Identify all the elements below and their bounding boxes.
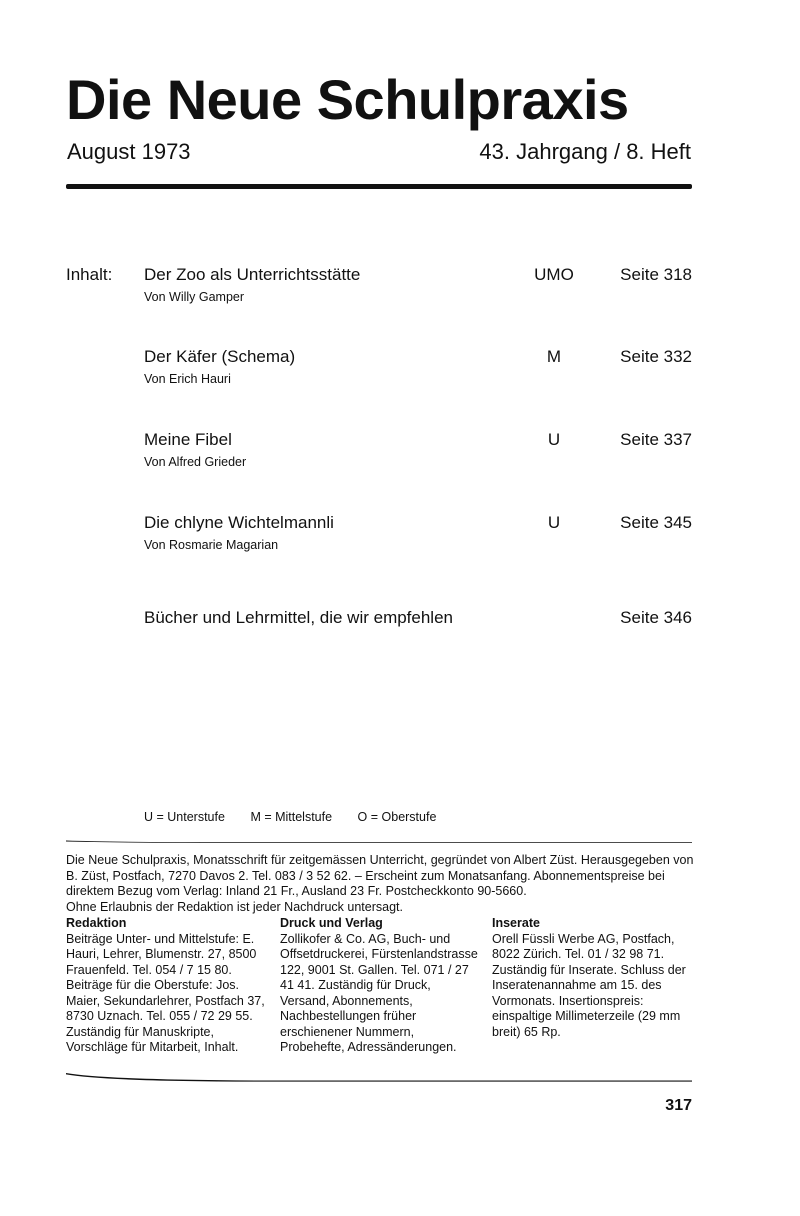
toc-level: U — [547, 430, 561, 449]
contents-label: Inhalt: — [66, 265, 113, 284]
toc-page: Seite 332 — [620, 347, 692, 366]
toc-entry[interactable] — [144, 346, 692, 388]
level-legend — [144, 808, 458, 826]
imprint — [66, 853, 696, 915]
page-number: 317 — [665, 1097, 692, 1114]
toc-page: Seite 346 — [620, 608, 692, 627]
toc-author: Von Willy Gamper — [144, 290, 245, 304]
issue-date: August 1973 — [67, 139, 191, 164]
column-heading: Druck und Verlag — [280, 916, 383, 930]
toc-entry[interactable] — [144, 429, 692, 471]
toc-page: Seite 345 — [620, 513, 692, 532]
issue-number: 43. Jahrgang / 8. Heft — [479, 139, 691, 164]
column-text: Orell Füssli Werbe AG, Postfach, 8022 Zürich. Tel. 01 / 32 98 71. Zuständig für Inserate. Schluss der Inseratenannahme am 15. des Vormonats. Insertionspreis: einspaltige Millimeterzeile (29 mm breit) 65 Rp. — [492, 931, 686, 1039]
legend-rule — [66, 840, 692, 843]
toc-level: U — [547, 513, 561, 532]
toc-entry[interactable] — [144, 512, 692, 554]
toc-title: Der Zoo als Unterrichtsstätte — [144, 265, 361, 284]
toc-title: Meine Fibel — [144, 430, 232, 449]
toc-page: Seite 318 — [620, 265, 692, 284]
legend-item: U = Unterstufe — [144, 810, 225, 824]
header-rule — [66, 184, 692, 189]
column-druck-verlag — [280, 916, 480, 1056]
column-text: Beiträge Unter- und Mittelstufe: E. Hauri, Lehrer, Blumenstr. 27, 8500 Frauenfeld. Tel. 054 / 7 15 80. Beiträge für die Oberstufe: Jos. Maier, Sekundarlehrer, Postfach 37, 8730 Uznach. Tel. 055 / 72 29 55. Zuständig für Manuskripte, Vorschläge für Mitarbeit, Inhalt. — [66, 931, 265, 1054]
column-heading: Inserate — [492, 916, 540, 930]
toc-author: Von Alfred Grieder — [144, 455, 247, 469]
toc-title: Bücher und Lehrmittel, die wir empfehlen — [144, 608, 453, 627]
toc-entry[interactable] — [144, 607, 692, 629]
toc-author: Von Rosmarie Magarian — [144, 538, 279, 552]
toc-page: Seite 337 — [620, 430, 692, 449]
footer-rule — [66, 1072, 692, 1082]
column-text: Zollikofer & Co. AG, Buch- und Offsetdruckerei, Fürstenlandstrasse 122, 9001 St. Gallen. Tel. 071 / 27 41 41. Zuständig für Druck, Versand, Abonnements, Nachbestellungen früher erschienener Nummern, Probehefte, Adressänderungen. — [280, 931, 478, 1054]
column-redaktion — [66, 916, 276, 1056]
toc-title: Der Käfer (Schema) — [144, 347, 296, 366]
toc-title: Die chlyne Wichtelmannli — [144, 513, 334, 532]
imprint-notice: Ohne Erlaubnis der Redaktion ist jeder Nachdruck untersagt. — [66, 899, 403, 914]
toc-entry[interactable] — [144, 264, 692, 306]
column-heading: Redaktion — [66, 916, 127, 930]
toc-level: UMO — [534, 265, 574, 284]
legend-item: O = Oberstufe — [357, 810, 437, 824]
column-inserate — [492, 916, 697, 1040]
imprint-text: Die Neue Schulpraxis, Monatsschrift für zeitgemässen Unterricht, gegründet von Albert Züst. Herausgegeben von B. Züst, Postfach, 7270 Davos 2. Tel. 083 / 3 52 62. – Erscheint zum Monatsanfang. Abonnementspreise bei direktem Bezug vom Verlag: Inland 21 Fr., Ausland 23 Fr. Postcheckkonto 90-5660. — [66, 853, 694, 898]
legend-item: M = Mittelstufe — [250, 810, 333, 824]
toc-level: M — [546, 347, 562, 366]
toc-author: Von Erich Hauri — [144, 372, 231, 386]
journal-title: Die Neue Schulpraxis — [66, 68, 629, 131]
